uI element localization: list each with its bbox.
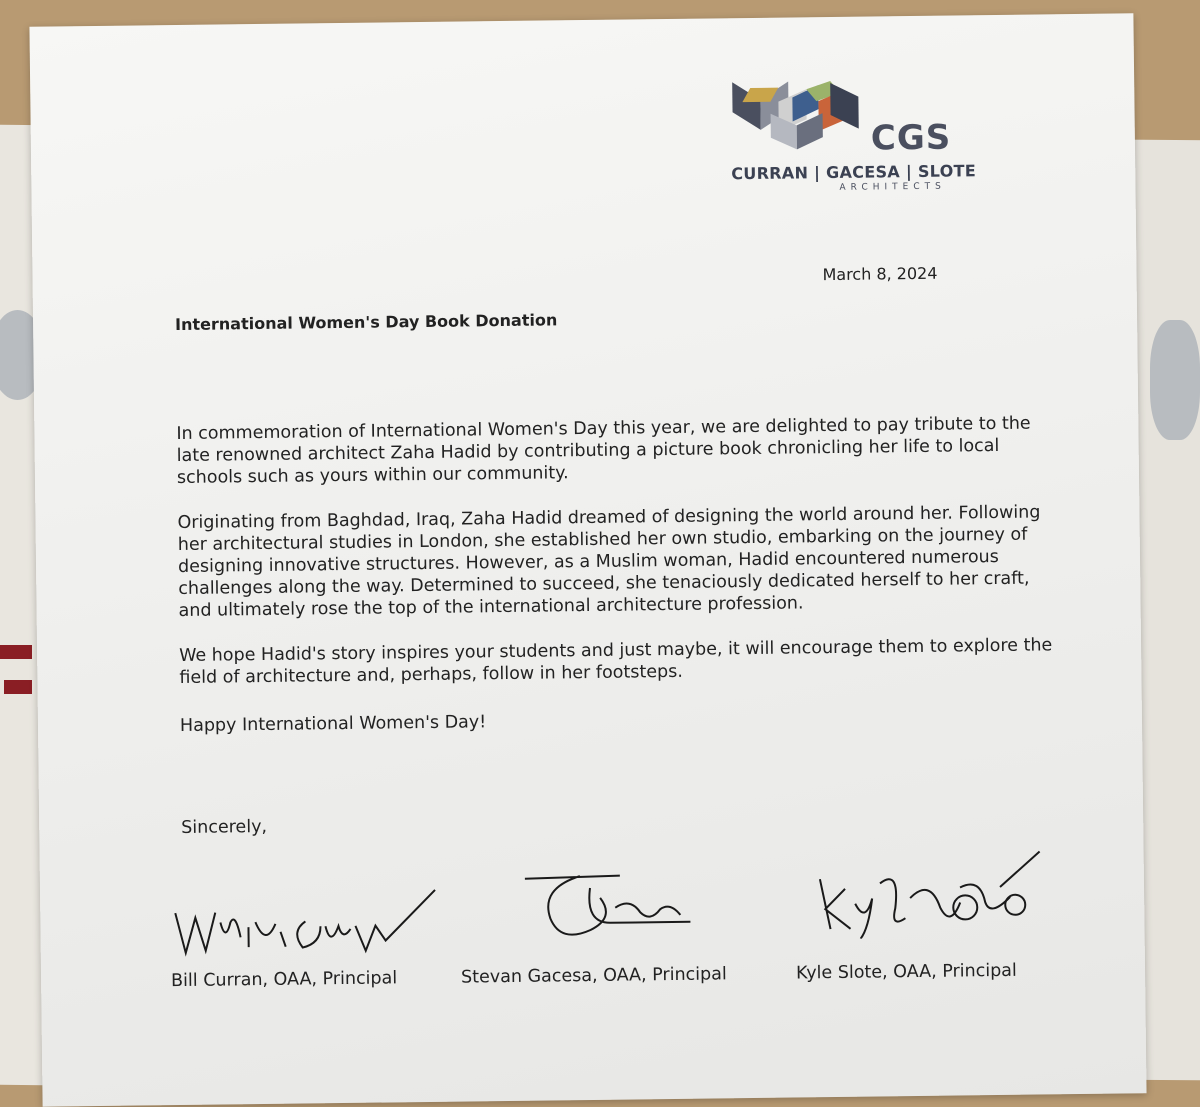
body-paragraph: In commemoration of International Women's Day this year, we are delighted to pay tribute to the late renowned architect Zaha Hadid by contributing a picture book chronicling her life to local schools such as yours within our community. (176, 413, 1031, 489)
body-paragraph: We hope Hadid's story inspires your students and just maybe, it will encourage them to explore the field of architecture and, perhaps, follow in her footsteps. (179, 635, 1053, 688)
logo-geometric-mark-icon (730, 79, 871, 171)
company-logo (730, 77, 977, 200)
signatory-name: Stevan Gacesa, OAA, Principal (460, 964, 727, 988)
closing-salutation: Sincerely, (181, 816, 268, 838)
letter-date: March 8, 2024 (822, 263, 938, 285)
background-red-mark (0, 645, 32, 659)
signatory-name: Kyle Slote, OAA, Principal (795, 960, 1017, 984)
signature-kyle-slote (810, 846, 1051, 939)
letter-page (29, 13, 1146, 1106)
signature-stevan-gacesa (520, 867, 701, 949)
signatory-name: Bill Curran, OAA, Principal (170, 968, 398, 992)
logo-wordmark: CGS (870, 117, 952, 159)
body-paragraph: Happy International Women's Day! (179, 712, 487, 736)
background-illustration-shape (1150, 320, 1200, 440)
background-red-mark (4, 680, 32, 694)
logo-subtitle: ARCHITECTS (839, 181, 946, 193)
body-paragraph: Originating from Baghdad, Iraq, Zaha Hadid dreamed of designing the world around her. Following her architectural studies in London, she established her own studio, embarking on the journey of designing innovative structures. However, as a Muslim woman, Hadid encountered numerous challenges along the way. Determined to succeed, she tenaciously dedicated herself to her craft, and ultimately rose the top of the international architecture profession. (177, 502, 1041, 622)
signature-bill-curran (170, 880, 441, 963)
letter-subject: International Women's Day Book Donation (174, 310, 558, 335)
logo-firm-names: CURRAN | GACESA | SLOTE (731, 161, 977, 184)
